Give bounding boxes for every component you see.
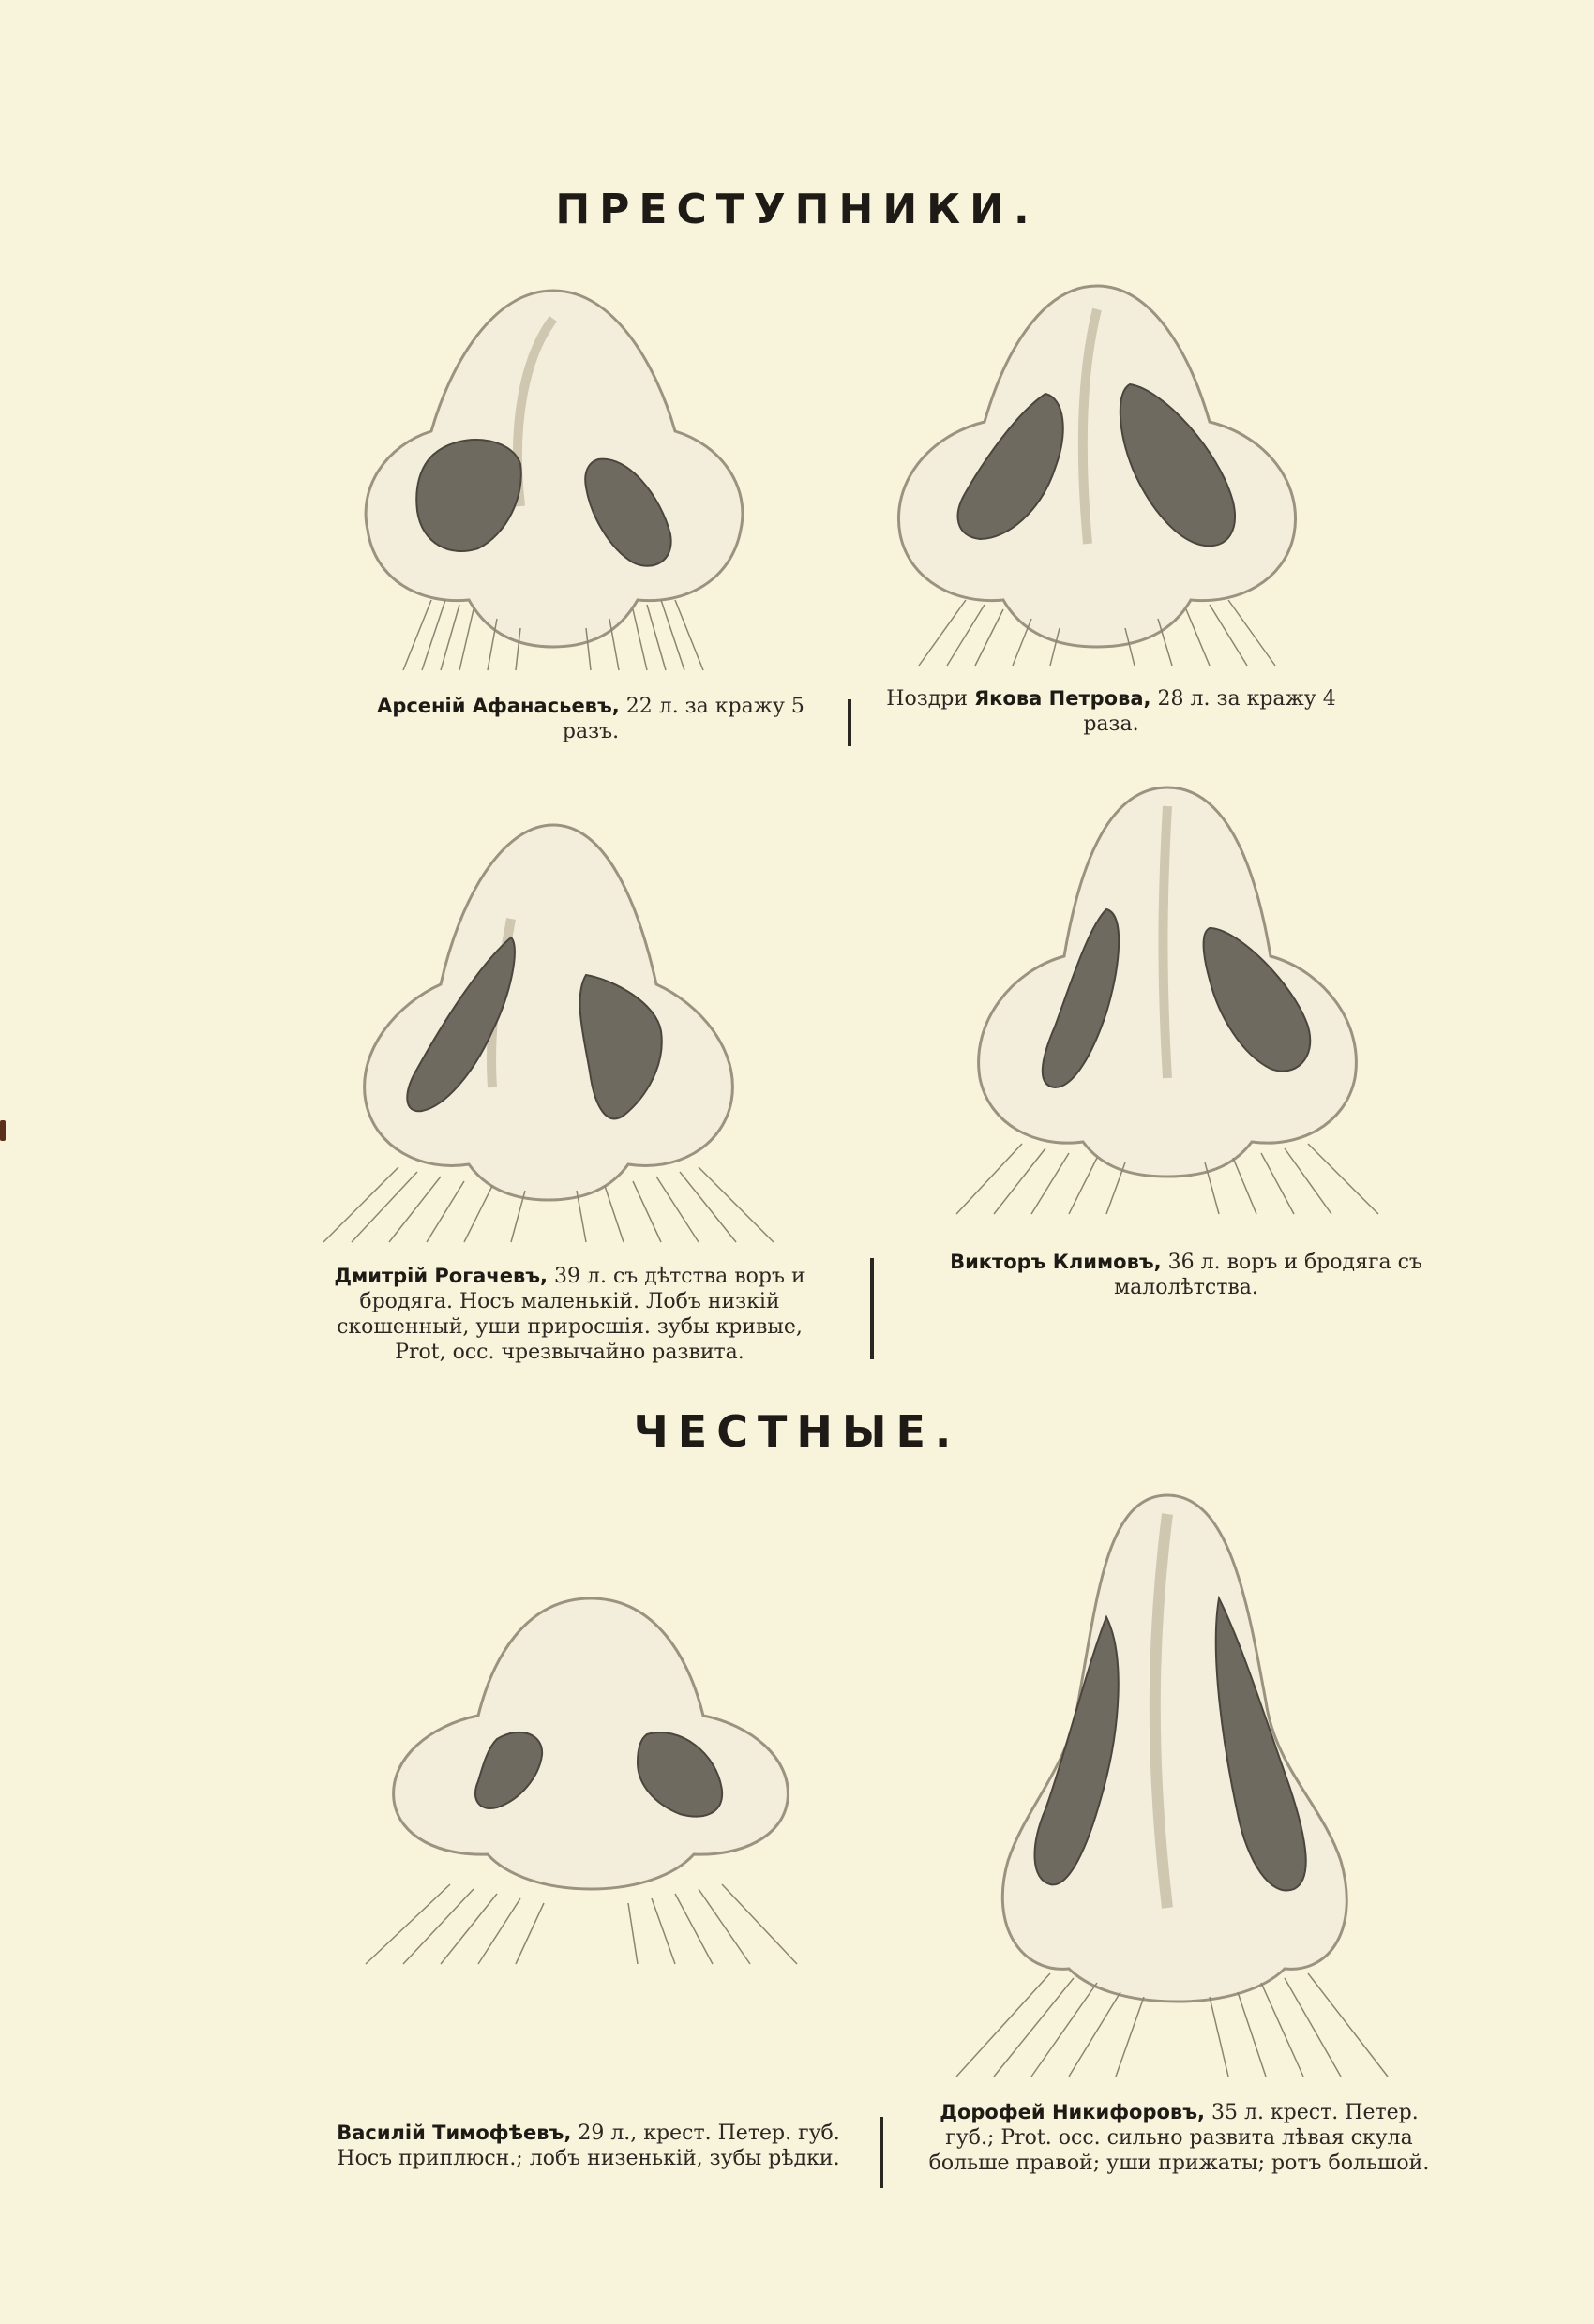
person-description: 22 л. за кражу 5 разъ. xyxy=(562,695,805,743)
caption-nikiforov xyxy=(924,2100,1435,2176)
person-name: Якова Петрова, xyxy=(974,687,1151,710)
nose-illustration-petrov xyxy=(881,281,1313,675)
caption-afanasyev xyxy=(347,694,835,744)
person-name: Дорофей Никифоровъ, xyxy=(940,2101,1205,2123)
nose-illustration-rogachev xyxy=(314,816,783,1247)
person-name: Дмитрій Рогачевъ, xyxy=(334,1265,549,1287)
nose-illustration-timofeev xyxy=(356,1594,825,1969)
nose-illustration-klimov xyxy=(938,778,1406,1219)
person-description: 28 л. за кражу 4 раза. xyxy=(1083,687,1336,736)
caption-petrov xyxy=(867,686,1355,737)
person-description: 35 л. крест. Петер. губ.; Prot. осс. сильно развита лѣвая скула больше правой; уши прижаты; ротъ большой. xyxy=(928,2101,1430,2175)
person-name: Василій Тимофѣевъ, xyxy=(337,2122,572,2144)
caption-klimov xyxy=(914,1250,1458,1300)
caption-divider xyxy=(870,1258,874,1359)
nose-illustration-afanasyev xyxy=(347,281,759,675)
caption-rogachev xyxy=(314,1264,825,1365)
nose-illustration-nikiforov xyxy=(938,1486,1416,2086)
person-name: Арсеній Афанасьевъ, xyxy=(377,695,620,717)
criminals-section-title: ПРЕСТУПНИКИ. xyxy=(555,186,1039,233)
page-edge-mark xyxy=(0,1120,6,1141)
caption-divider xyxy=(848,699,851,746)
caption-timofeev xyxy=(328,2121,849,2171)
person-description: 29 л., крест. Петер. губ. Носъ приплюсн.; лобъ низенькій, зубы рѣдки. xyxy=(337,2122,840,2170)
person-prefix: Ноздри xyxy=(886,687,974,711)
person-description: 36 л. воръ и бродяга съ малолѣтства. xyxy=(1114,1251,1422,1299)
person-description: 39 л. съ дѣтства воръ и бродяга. Носъ маленькій. Лобъ низкій скошенный, уши приросшія. зубы кривые, Prot, осс. чрезвычайно развита. xyxy=(337,1265,805,1364)
caption-divider xyxy=(880,2117,883,2188)
honest-section-title: ЧЕСТНЫЕ. xyxy=(633,1406,961,1457)
person-name: Викторъ Климовъ, xyxy=(950,1251,1162,1273)
